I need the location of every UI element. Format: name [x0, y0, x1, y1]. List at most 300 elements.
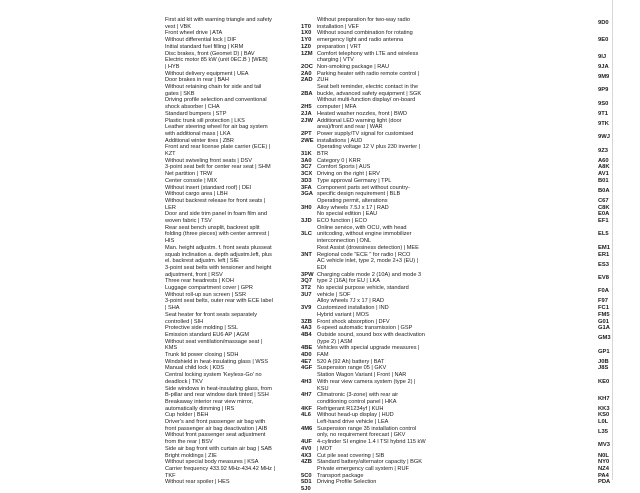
equipment-code: 4H7: [301, 392, 312, 399]
equipment-entry: [317, 439, 426, 452]
equipment-description-line: emergency light and radio antenna: [317, 37, 404, 44]
equipment-entry: [317, 426, 416, 439]
equipment-code: 4BE: [301, 345, 313, 352]
equipment-description-line: Net partition | TRW: [165, 171, 213, 178]
equipment-description-line: Without backrest release for front seats |: [165, 197, 266, 204]
equipment-entry: [317, 17, 410, 30]
equipment-code: 4L6: [301, 412, 311, 419]
equipment-entry: [317, 372, 415, 392]
equipment-description-line: Transport package: [317, 472, 364, 479]
equipment-description-line: LER: [165, 204, 176, 211]
equipment-entry: [165, 372, 262, 385]
equipment-entry: [165, 352, 238, 359]
equipment-entry: [165, 265, 271, 278]
equipment-entry: [317, 365, 386, 372]
equipment-code: 9JA: [598, 63, 609, 70]
equipment-entry: [165, 225, 269, 245]
equipment-description-line: KMS: [165, 345, 178, 352]
equipment-entry: [317, 459, 422, 466]
equipment-description-line: Parking heater with radio remote control |: [317, 70, 420, 77]
equipment-entry: [317, 51, 418, 64]
equipment-description-line: KZT: [165, 151, 176, 157]
equipment-code: 9T1: [598, 110, 608, 117]
equipment-code: FM5: [598, 311, 610, 318]
equipment-entry: [165, 144, 270, 157]
equipment-description-line: vehicle | SOF: [317, 291, 351, 298]
equipment-description-line: el. backrest adjustm. left | SIE: [165, 258, 239, 265]
equipment-description-line: Without insert (standard roof) | DEI: [165, 184, 252, 191]
equipment-code: 9P9: [598, 87, 609, 94]
equipment-code: 3NT: [301, 251, 312, 258]
equipment-description-line: Without head-up display | HUD: [317, 412, 394, 419]
equipment-code: EL5: [598, 231, 609, 238]
equipment-description-line: BTR: [317, 151, 329, 157]
equipment-entry: [317, 218, 367, 225]
equipment-entry: [165, 185, 251, 192]
equipment-description-line: 6-speed automatic transmission | GSP: [317, 325, 413, 332]
equipment-description-line: Man. height adjustm. f. front seats plusseat: [165, 244, 272, 251]
equipment-code: F97: [598, 298, 608, 305]
equipment-code: 3Q7: [301, 278, 312, 285]
equipment-entry: [165, 30, 222, 37]
equipment-entry: [317, 131, 413, 144]
equipment-entry: [317, 144, 420, 157]
equipment-description-line: buckle, advanced safety equipment | SGK: [317, 90, 422, 97]
equipment-code: C8K: [598, 204, 610, 211]
equipment-description-line: 3-point seat belt for center rear seat | SHM: [165, 164, 271, 171]
equipment-description-line: interconnection | ONL: [317, 238, 372, 245]
equipment-description-line: Without sound combination for rotating: [317, 30, 413, 37]
equipment-code: 2JA: [301, 110, 312, 117]
equipment-description-line: Climatronic (3-zone) with rear air: [317, 392, 399, 399]
equipment-description-line: Front wheel drive | ATA: [165, 30, 223, 37]
equipment-description-line: Driving Profile Selection: [317, 479, 377, 486]
equipment-description-line: Door brakes in rear | BAH: [165, 77, 229, 84]
equipment-entry: [165, 111, 226, 118]
equipment-code: A60: [598, 157, 609, 164]
equipment-code: 4M6: [301, 425, 313, 432]
equipment-code: 4E7: [301, 358, 312, 365]
equipment-entry: [165, 51, 255, 58]
equipment-entry: [165, 339, 262, 352]
equipment-description-line: area)/front and rear | WAR: [317, 124, 383, 131]
equipment-description-line: adjustment, front | RSV: [165, 271, 223, 278]
equipment-entry: [317, 164, 370, 171]
equipment-entry: [165, 118, 245, 125]
equipment-description-line: | HYB: [165, 63, 180, 70]
equipment-description-line: preparation | VRT: [317, 43, 361, 50]
equipment-code: 4UF: [301, 439, 312, 446]
equipment-code: 3CX: [301, 171, 313, 178]
equipment-description-line: Front and rear license plate carrier (ECE) |: [165, 144, 271, 151]
equipment-entry: [165, 178, 217, 185]
equipment-code: 9WJ: [598, 134, 610, 141]
equipment-description-line: Comfort Sports | AUS: [317, 164, 371, 171]
equipment-entry: [317, 319, 390, 326]
equipment-entry: [317, 359, 384, 366]
page-margin-divider: [612, 0, 613, 480]
equipment-entry: [165, 57, 268, 70]
equipment-code: 3JD: [301, 218, 312, 224]
equipment-entry: [317, 118, 402, 131]
equipment-code: 2OC: [301, 63, 313, 70]
equipment-code: 4A3: [301, 325, 312, 332]
equipment-description-line: controlled | SIH: [165, 318, 204, 325]
equipment-description-line: Door and side trim panel in foam film and: [165, 211, 267, 218]
equipment-description-line: Trunk lid power closing | SDH: [165, 352, 239, 358]
equipment-entry: [165, 278, 234, 285]
equipment-description-line: Seat belt reminder, electric contact in the: [317, 84, 419, 90]
equipment-description-line: Type approval Germany | TPL: [317, 177, 392, 184]
equipment-code: 3U7: [301, 291, 312, 298]
equipment-description-line: Alloy wheels 7.5J x 17 | RAD: [317, 204, 389, 211]
equipment-description-line: Operating voltage 12 V plus 230 inverter |: [317, 144, 421, 151]
equipment-description-line: Charging cable mode 2 (10A) and mode 3: [317, 271, 422, 278]
equipment-description-line: woven fabric | TSV: [165, 218, 212, 224]
equipment-entry: [317, 64, 389, 71]
equipment-description-line: Standard battery/alternator capacity | BGK: [317, 459, 422, 466]
equipment-description-line: Cup holder | BEH: [165, 412, 209, 419]
equipment-description-line: B-pillar and rear window dark tinted | SSH: [165, 392, 269, 399]
equipment-description-line: Component parts set without country-: [317, 184, 410, 191]
equipment-description-line: ECO function | ECO: [317, 218, 367, 224]
equipment-entry: [165, 84, 261, 97]
equipment-description-line: Central locking system 'Keyless-Go' no: [165, 372, 262, 379]
equipment-entry: [165, 432, 265, 445]
equipment-code: 9IJ: [598, 53, 607, 60]
equipment-description-line: Disc brakes, front (Geomet D) | BAV: [165, 50, 255, 57]
equipment-description-line: Rest Assist (drowsiness detection) | MEE: [317, 244, 419, 251]
equipment-entry: [317, 453, 384, 460]
equipment-description-line: Without swiveling front seats | DSV: [165, 157, 252, 164]
equipment-description-line: Operating permit, alterations: [317, 197, 388, 204]
equipment-description-line: TKF: [165, 472, 176, 479]
equipment-description-line: ZUH: [317, 77, 329, 84]
equipment-code: G1A: [598, 325, 610, 332]
equipment-description-line: vest | VBK: [165, 23, 192, 30]
equipment-entry: [317, 252, 410, 259]
equipment-description-line: Without special body measures | KSA: [165, 459, 259, 466]
equipment-entry: [317, 312, 369, 319]
equipment-entry: [317, 419, 388, 426]
equipment-code: 31K: [301, 151, 312, 157]
equipment-entry: [317, 345, 420, 358]
equipment-entry: [165, 386, 272, 399]
equipment-code: B01: [598, 177, 609, 184]
equipment-entry: [317, 332, 425, 345]
equipment-code: NY0: [598, 459, 610, 466]
equipment-code: 4ZB: [301, 459, 312, 466]
equipment-code: 4B4: [301, 331, 312, 338]
equipment-code: MV3: [598, 442, 610, 449]
equipment-description-line: Without retaining chain for side and tail: [165, 84, 262, 90]
equipment-description-line: Front shock absorption | DFV: [317, 318, 390, 325]
equipment-code: 2PT: [301, 130, 312, 137]
equipment-code: 1X0: [301, 30, 312, 37]
equipment-entry: [317, 97, 415, 110]
equipment-entry: [165, 312, 257, 325]
equipment-description-line: Windshield in heat-insulating glass | WSS: [165, 358, 269, 365]
equipment-code: 4H3: [301, 378, 312, 385]
equipment-description-line: computer | MFA: [317, 104, 357, 111]
equipment-description-line: Station Wagon Variant | Front | NAR: [317, 372, 407, 379]
equipment-entry: [317, 185, 410, 198]
equipment-entry: [165, 412, 208, 419]
equipment-entry: [165, 466, 275, 479]
equipment-description-line: Seat heater for front seats separately: [165, 311, 258, 318]
equipment-code: 5C0: [301, 472, 312, 479]
equipment-code: 4V0: [301, 445, 312, 452]
equipment-entry: [165, 97, 267, 110]
equipment-code: EV8: [598, 274, 609, 281]
equipment-entry: [165, 359, 268, 366]
equipment-description-line: Carrier frequency 433.92 MHz-434.42 MHz |: [165, 465, 275, 472]
equipment-code: 9M9: [598, 73, 610, 80]
equipment-entry: [165, 198, 265, 211]
equipment-description-line: Heated washer nozzles, front | BWD: [317, 110, 408, 117]
equipment-code: 1ZM: [301, 50, 313, 57]
equipment-description-line: Emission standard EU6 AP | AGM: [165, 331, 250, 338]
equipment-description-line: Center console | MIX: [165, 177, 218, 184]
equipment-entry: [165, 124, 268, 137]
equipment-entry: [317, 473, 363, 480]
equipment-entry: [165, 446, 272, 453]
equipment-description-line: Alloy wheels 7J x 17 | RAD: [317, 298, 385, 305]
equipment-code: 3ZB: [301, 318, 312, 325]
equipment-code: KK3: [598, 405, 610, 412]
equipment-entry: [165, 211, 267, 224]
equipment-description-line: Without multi-function display/ on-board: [317, 97, 416, 104]
equipment-code: 3GA: [301, 191, 313, 198]
equipment-code: J0B: [598, 358, 609, 365]
equipment-description-line: | MOT: [317, 445, 333, 452]
equipment-description-line: Without front passenger seat adjustment: [165, 432, 266, 439]
equipment-code: ES3: [598, 261, 609, 268]
equipment-code: 2H5: [301, 104, 312, 111]
equipment-code: KS0: [598, 412, 610, 419]
equipment-code: B0A: [598, 187, 610, 194]
equipment-description-line: Manual child lock | KDS: [165, 365, 224, 372]
equipment-code: 1Z0: [301, 43, 311, 50]
equipment-code: GP1: [598, 348, 610, 355]
equipment-description-line: shock absorber | CHA: [165, 104, 220, 111]
equipment-entry: [165, 459, 258, 466]
equipment-code: 9Z3: [598, 147, 608, 154]
equipment-code: 2WE: [301, 137, 314, 144]
equipment-code: KE0: [598, 378, 610, 385]
equipment-entry: [165, 77, 229, 84]
equipment-description-line: folding (three pieces) with center armrest |: [165, 231, 270, 238]
equipment-entry: [165, 325, 238, 332]
equipment-code: 3V9: [301, 305, 312, 312]
equipment-description-line: Category 0 | KRR: [317, 157, 361, 164]
equipment-description-line: No special edition | EAU: [317, 211, 378, 218]
equipment-entry: [317, 466, 409, 473]
equipment-description-line: unitcoding, without engine immobilizer: [317, 231, 412, 238]
equipment-code: 3PW: [301, 271, 314, 278]
equipment-code: 3A0: [301, 157, 312, 164]
equipment-entry: [317, 258, 418, 271]
equipment-code: KH7: [598, 395, 610, 402]
equipment-code: F0A: [598, 288, 609, 295]
equipment-entry: [165, 71, 249, 78]
equipment-description-line: with additional mass | LKA: [165, 130, 231, 137]
equipment-description-line: HIS: [165, 238, 175, 245]
equipment-description-line: KSU: [317, 385, 329, 392]
equipment-description-line: (type 2) | ASM: [317, 338, 353, 345]
equipment-entry: [317, 392, 398, 405]
equipment-code: G01: [598, 318, 609, 325]
equipment-code: 4X3: [301, 452, 312, 459]
equipment-description-line: Side air bag front with curtain air bag | SAB: [165, 445, 272, 452]
equipment-description-line: squab inclination a. depth adjustm.left, plus: [165, 251, 272, 258]
equipment-entry: [317, 211, 377, 218]
equipment-description-line: Leather steering wheel for air bag system: [165, 124, 268, 131]
equipment-code: FC1: [598, 305, 609, 312]
equipment-description-line: 520 A (92 Ah) battery | BAT: [317, 358, 385, 365]
equipment-entry: [165, 453, 217, 460]
equipment-code: 3LC: [301, 231, 312, 238]
equipment-code: L35: [598, 429, 608, 436]
equipment-code: 2A0: [301, 70, 312, 77]
equipment-entry: [165, 171, 212, 178]
equipment-entry: [165, 285, 253, 292]
equipment-entry: [317, 30, 413, 50]
equipment-description-line: Power supply/TV signal for customised: [317, 130, 414, 137]
equipment-description-line: 4-cylinder SI engine 1.4 l TSI hybrid 115 kW: [317, 439, 426, 446]
equipment-description-line: 3-point seat belts with tensioner and height: [165, 264, 272, 271]
equipment-description-line: Three rear headrests | KOH: [165, 278, 234, 285]
equipment-description-line: Driving profile selection and conventional: [165, 97, 267, 104]
equipment-description-line: Cut pile seat covering | SIB: [317, 452, 385, 459]
equipment-entry: [317, 406, 383, 413]
equipment-description-line: Electric motor 85 kW (unit 0EC.B ) [WEB]: [165, 57, 268, 64]
equipment-description-line: installation | VEF: [317, 23, 359, 30]
equipment-description-line: Bright moldings | ZIE: [165, 452, 217, 459]
equipment-entry: [165, 332, 249, 339]
equipment-entry: [317, 178, 391, 185]
equipment-entry: [165, 164, 271, 171]
equipment-description-line: Additional winter tires | ZBR: [165, 137, 234, 144]
equipment-description-line: AC vehicle inlet, type 2, mode 2+3 (EU) |: [317, 258, 419, 265]
equipment-description-line: Without delivery equipment | UEA: [165, 70, 249, 77]
equipment-entry: [317, 205, 389, 212]
equipment-entry: [317, 111, 407, 118]
equipment-code: EF1: [598, 218, 609, 224]
equipment-entry: [165, 399, 253, 412]
equipment-description-line: Private emergency call system | RUF: [317, 465, 409, 472]
equipment-code: L0L: [598, 419, 609, 425]
equipment-code: N0L: [598, 452, 609, 459]
equipment-code: C67: [598, 197, 609, 204]
equipment-description-line: only, no requirement forecast | GKV: [317, 432, 406, 439]
equipment-description-line: Comfort telephony with LTE and wireless: [317, 50, 419, 57]
equipment-description-line: Luggage compartment cover | GPR: [165, 285, 253, 291]
equipment-code: E0A: [598, 211, 610, 218]
equipment-code: 2BA: [301, 90, 313, 97]
equipment-code: 5J0: [301, 486, 311, 492]
equipment-description-line: EDI: [317, 264, 327, 271]
equipment-description-line: Without rear spoiler | HES: [165, 479, 230, 486]
equipment-description-line: Suspension range 35 installation control: [317, 425, 417, 432]
equipment-description-line: 3-point seat belts, outer rear with ECE label: [165, 298, 273, 305]
equipment-description-line: Hybrid variant | MOS: [317, 311, 369, 318]
equipment-description-line: automatically dimming | IRS: [165, 405, 235, 412]
equipment-code: 3T2: [301, 285, 311, 291]
equipment-description-line: Suspension range 05 | GKV: [317, 365, 387, 372]
equipment-description-line: deadlock | TKV: [165, 378, 203, 385]
equipment-code: EM1: [598, 244, 610, 251]
equipment-entry: [165, 298, 273, 311]
equipment-description-line: front passenger air bag deactivation | AIB: [165, 425, 268, 432]
equipment-code: 4KF: [301, 405, 312, 412]
equipment-description-line: charging | VTV: [317, 57, 354, 64]
equipment-code: AV1: [598, 171, 609, 178]
equipment-description-line: Regional code "ECE " for radio | RCO: [317, 251, 411, 258]
equipment-description-line: Without preparation for two-way radio: [317, 17, 410, 23]
equipment-entry: [317, 225, 412, 245]
equipment-description-line: First aid kit with warning triangle and safety: [165, 17, 272, 23]
equipment-entry: [165, 37, 236, 44]
equipment-description-line: Side windows in heat-insulating glass, from: [165, 385, 272, 392]
equipment-code: PA4: [598, 472, 609, 479]
equipment-description-line: from the rear | BSV: [165, 439, 213, 446]
equipment-description-line: Without cargo area | LBH: [165, 191, 228, 198]
equipment-entry: [317, 245, 419, 252]
equipment-description-line: Outside sound, sound box with deactivation: [317, 331, 425, 338]
equipment-code: 3C7: [301, 164, 312, 171]
equipment-entry: [317, 272, 421, 285]
equipment-description-line: Driver's and front passenger air bag with: [165, 419, 266, 425]
equipment-code: GM3: [598, 335, 611, 342]
equipment-code: J8S: [598, 365, 609, 372]
equipment-code: 3FA: [301, 184, 312, 191]
equipment-entry: [165, 44, 243, 51]
equipment-description-line: Standard bumpers | STP: [165, 110, 227, 117]
equipment-code: 9E0: [598, 37, 609, 44]
equipment-description-line: installations | AUD: [317, 137, 363, 144]
equipment-code: 4D0: [301, 352, 312, 358]
equipment-description-line: gates | SKB: [165, 90, 195, 97]
equipment-description-line: With rear view camera system (type 2) |: [317, 378, 416, 385]
equipment-entry: [317, 71, 419, 84]
equipment-description-line: Protective side molding | SSL: [165, 325, 238, 332]
equipment-description-line: Vehicles with special upgrade measures |: [317, 345, 420, 352]
equipment-description-line: Driving on the right | ERV: [317, 171, 380, 178]
equipment-entry: [317, 198, 388, 205]
equipment-code: 9S0: [598, 100, 609, 107]
equipment-description-line: Without differential lock | DIF: [165, 37, 237, 44]
equipment-description-line: FAM: [317, 352, 329, 358]
equipment-description-line: Plastic trunk sill protection | LKS: [165, 117, 245, 124]
equipment-code: NZ4: [598, 465, 609, 472]
equipment-entry: [165, 191, 228, 198]
equipment-description-line: | SHA: [165, 305, 180, 312]
equipment-description-line: type 2 (16A) for EU | LKA: [317, 278, 381, 285]
equipment-code: 3H0: [301, 204, 312, 211]
equipment-entry: [165, 292, 246, 299]
equipment-entry: [317, 412, 394, 419]
equipment-code: 1Y0: [301, 37, 312, 44]
equipment-description-line: Without seat ventilation/massage seat |: [165, 338, 263, 345]
equipment-description-line: Refrigerant R1234yf | KUH: [317, 405, 384, 412]
equipment-entry: [317, 285, 409, 298]
equipment-code: A8K: [598, 164, 610, 171]
equipment-code: 4GF: [301, 365, 313, 372]
equipment-entry: [317, 305, 389, 312]
equipment-entry: [165, 419, 267, 432]
equipment-description-line: conditioning control panel | HKA: [317, 398, 397, 405]
